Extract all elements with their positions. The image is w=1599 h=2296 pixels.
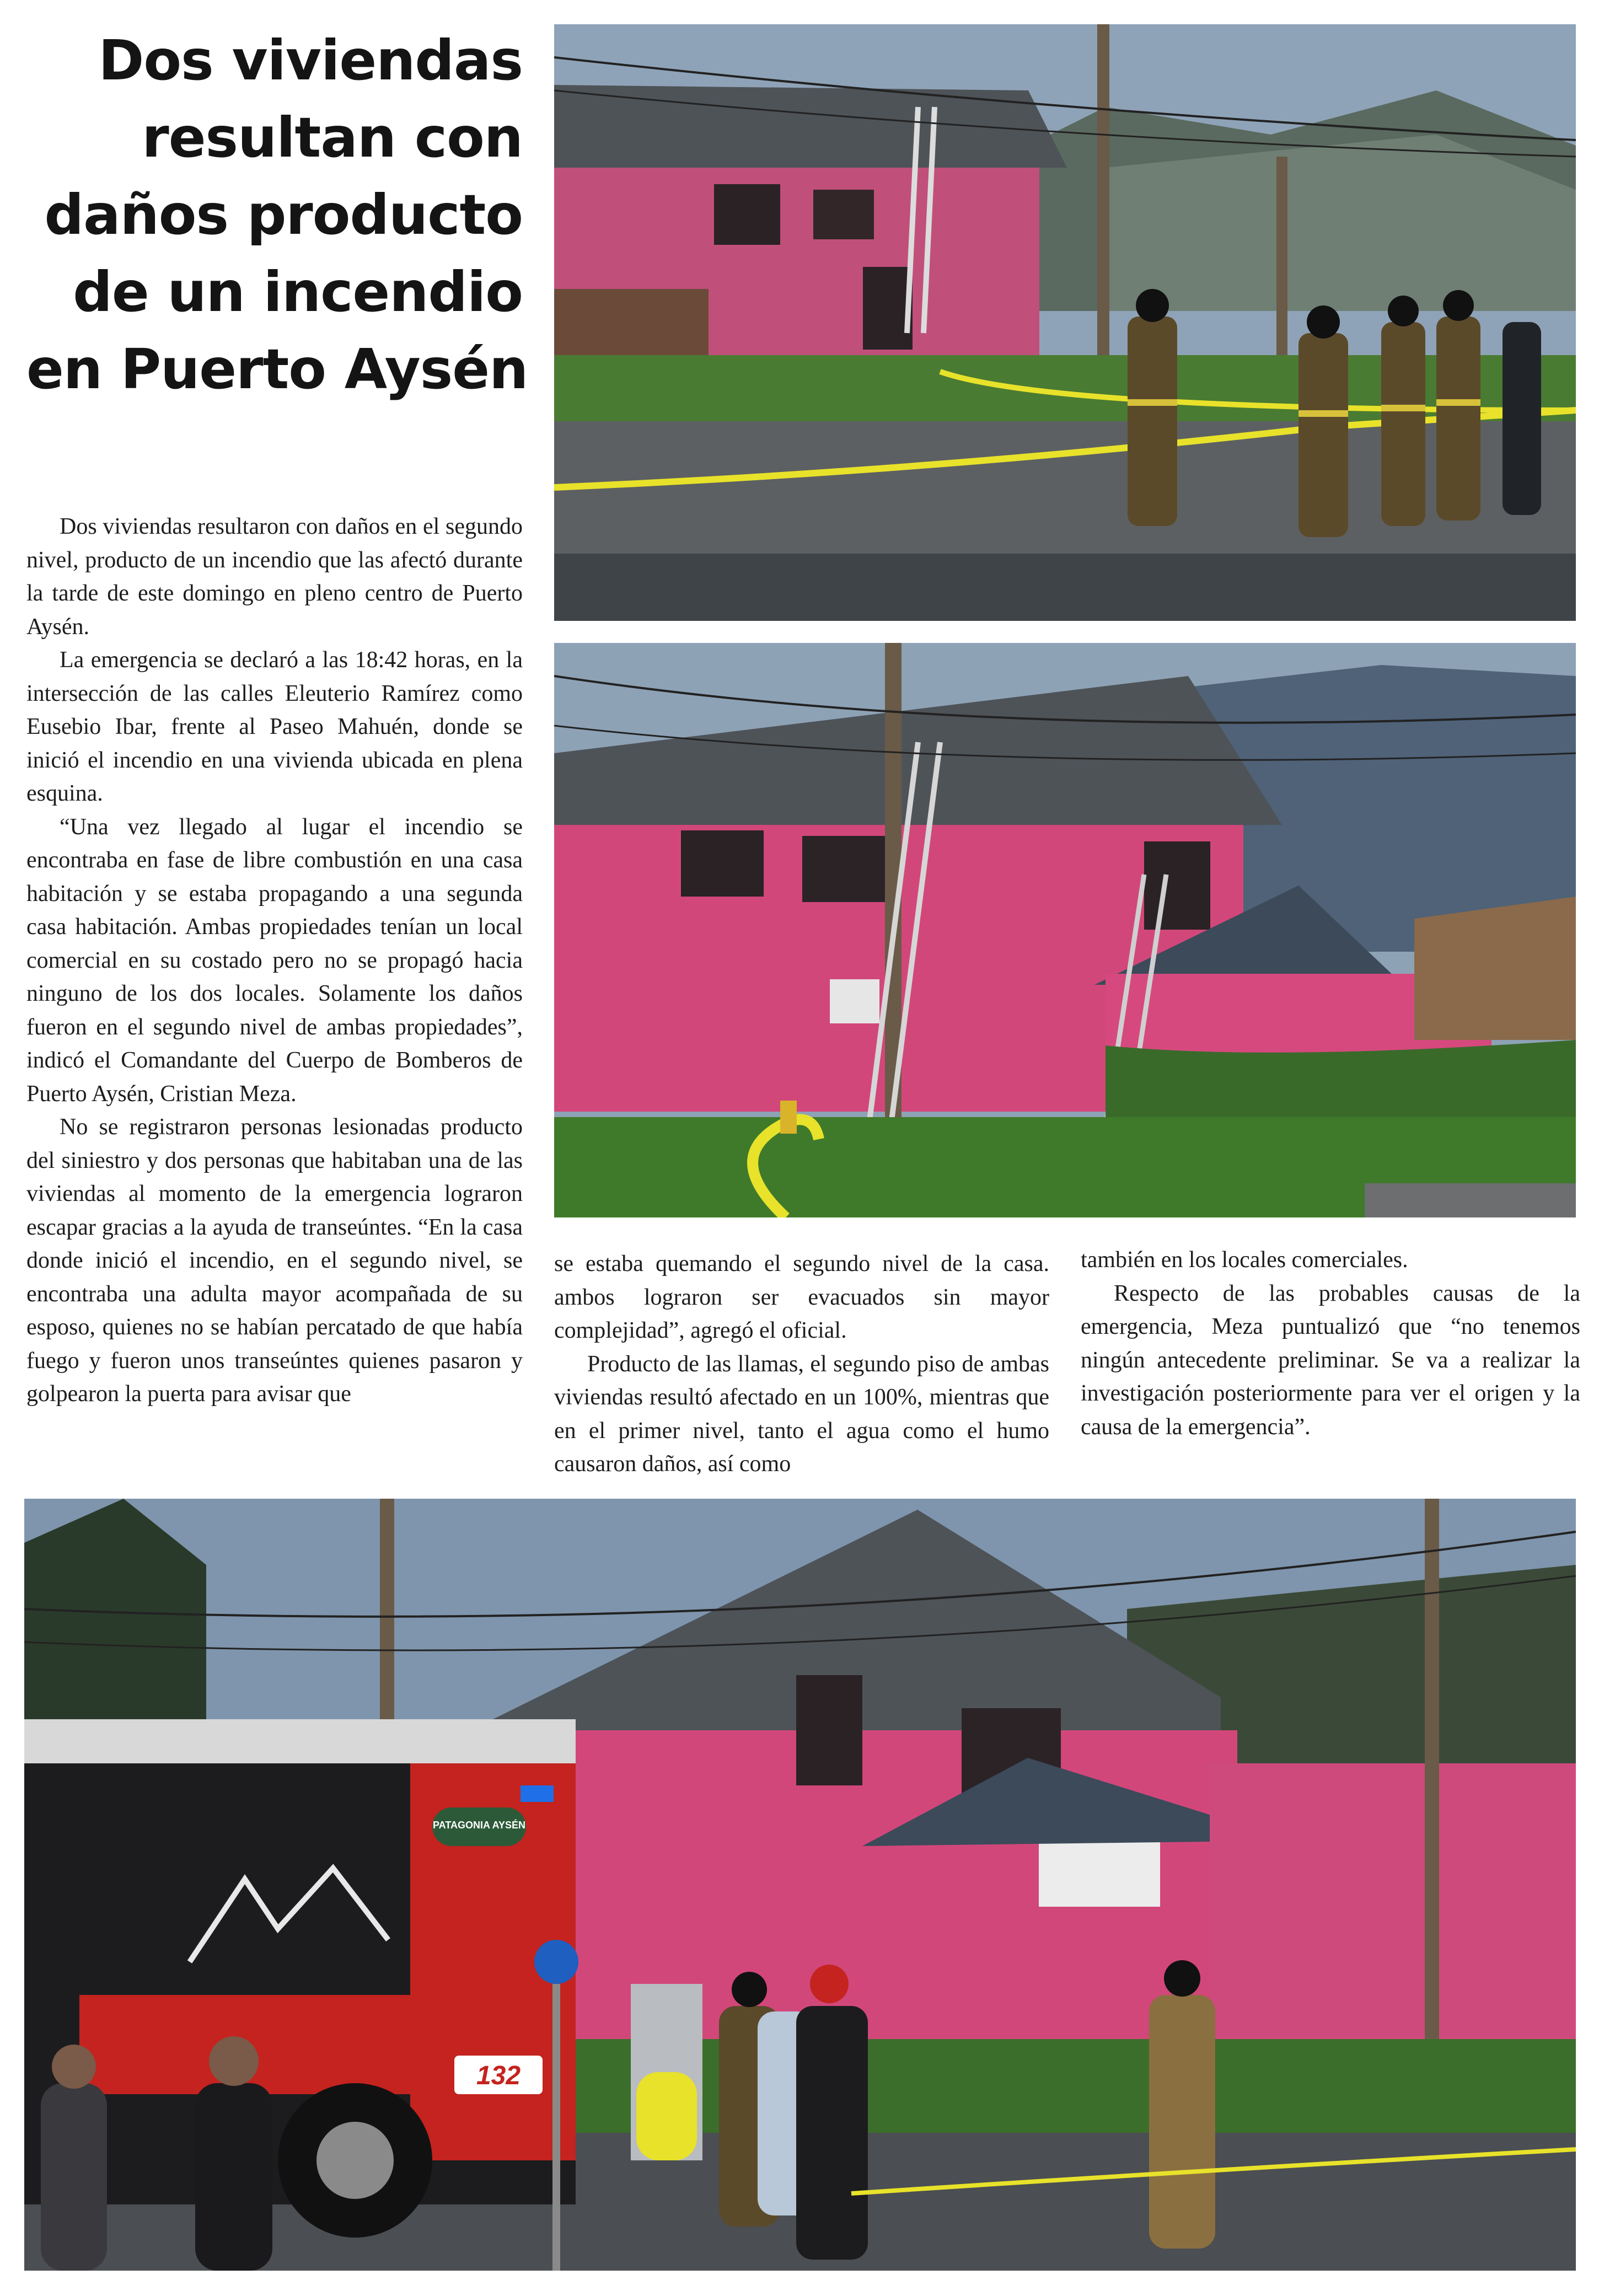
truck-sign-text: PATAGONIA AYSÉN bbox=[432, 1820, 526, 1831]
photo-fire-truck-scene bbox=[24, 1499, 1576, 2271]
photo-illustration bbox=[24, 1499, 1576, 2271]
photo-firefighters-street bbox=[554, 24, 1576, 621]
headline-line: Dos viviendas bbox=[98, 28, 523, 93]
paragraph: Dos viviendas resultaron con daños en el segundo nivel, producto de un incendio que las afectó durante la tarde de este domingo en pleno centro de Puerto Aysén. bbox=[26, 514, 523, 640]
paragraph: La emergencia se declaró a las 18:42 horas, en la intersección de las calles Eleuterio Ramírez como Eusebio Ibar, frente al Paseo Mahuén, donde se inició el incendio en una vivienda ubicada en plena esquina. bbox=[26, 647, 523, 806]
headline-line: en Puerto Aysén bbox=[26, 337, 528, 401]
headline bbox=[26, 22, 528, 408]
paragraph: No se registraron personas lesionadas producto del siniestro y dos personas que habitaban una de las viviendas al momento de la emergencia lograron escapar gracias a la ayuda de transeúntes. “En la casa donde inició el incendio, en el segundo nivel, se encontraba una adulta mayor acompañada de su esposo, quienes no se habían percatado de que había fuego y fueron unos transeúntes quienes pasaron y golpearon la puerta para avisar que bbox=[26, 1114, 523, 1407]
photo-illustration bbox=[554, 643, 1576, 1217]
headline-line: de un incendio bbox=[73, 260, 523, 324]
paragraph: “Una vez llegado al lugar el incendio se encontraba en fase de libre combustión en una casa habitación y se estaba propagando a una segunda casa habitación. Ambas propiedades tenían un local comercial en su costado pero no se propagó hacia ninguno de los dos locales. Solamente los daños fueron en el segundo nivel de ambas propiedades”, indicó el Comandante del Cuerpo de Bomberos de Puerto Aysén, Cristian Meza. bbox=[26, 814, 523, 1107]
paragraph: se estaba quemando el segundo nivel de la casa. ambos lograron ser evacuados sin mayor complejidad”, agregó el oficial. bbox=[554, 1251, 1049, 1343]
paragraph: Respecto de las probables causas de la emergencia, Meza puntualizó que “no tenemos ningún antecedente preliminar. Se va a realizar la investigación posteriormente para ver el origen y la causa de la emergencia”. bbox=[1081, 1280, 1580, 1440]
headline-line: resultan con bbox=[142, 105, 523, 170]
article-column-2 bbox=[554, 1247, 1049, 1481]
photo-illustration bbox=[554, 24, 1576, 621]
truck-number-text: 132 bbox=[476, 2061, 521, 2090]
photo-burned-house-ladders bbox=[554, 643, 1576, 1217]
headline-line: daños producto bbox=[44, 183, 523, 247]
paragraph: Producto de las llamas, el segundo piso de ambas viviendas resultó afectado en un 100%, mientras que en el primer nivel, tanto el agua como el humo causaron daños, así como bbox=[554, 1351, 1049, 1477]
article-column-3 bbox=[1081, 1243, 1580, 1444]
paragraph: también en los locales comerciales. bbox=[1081, 1247, 1408, 1273]
article-column-1 bbox=[26, 510, 523, 1411]
